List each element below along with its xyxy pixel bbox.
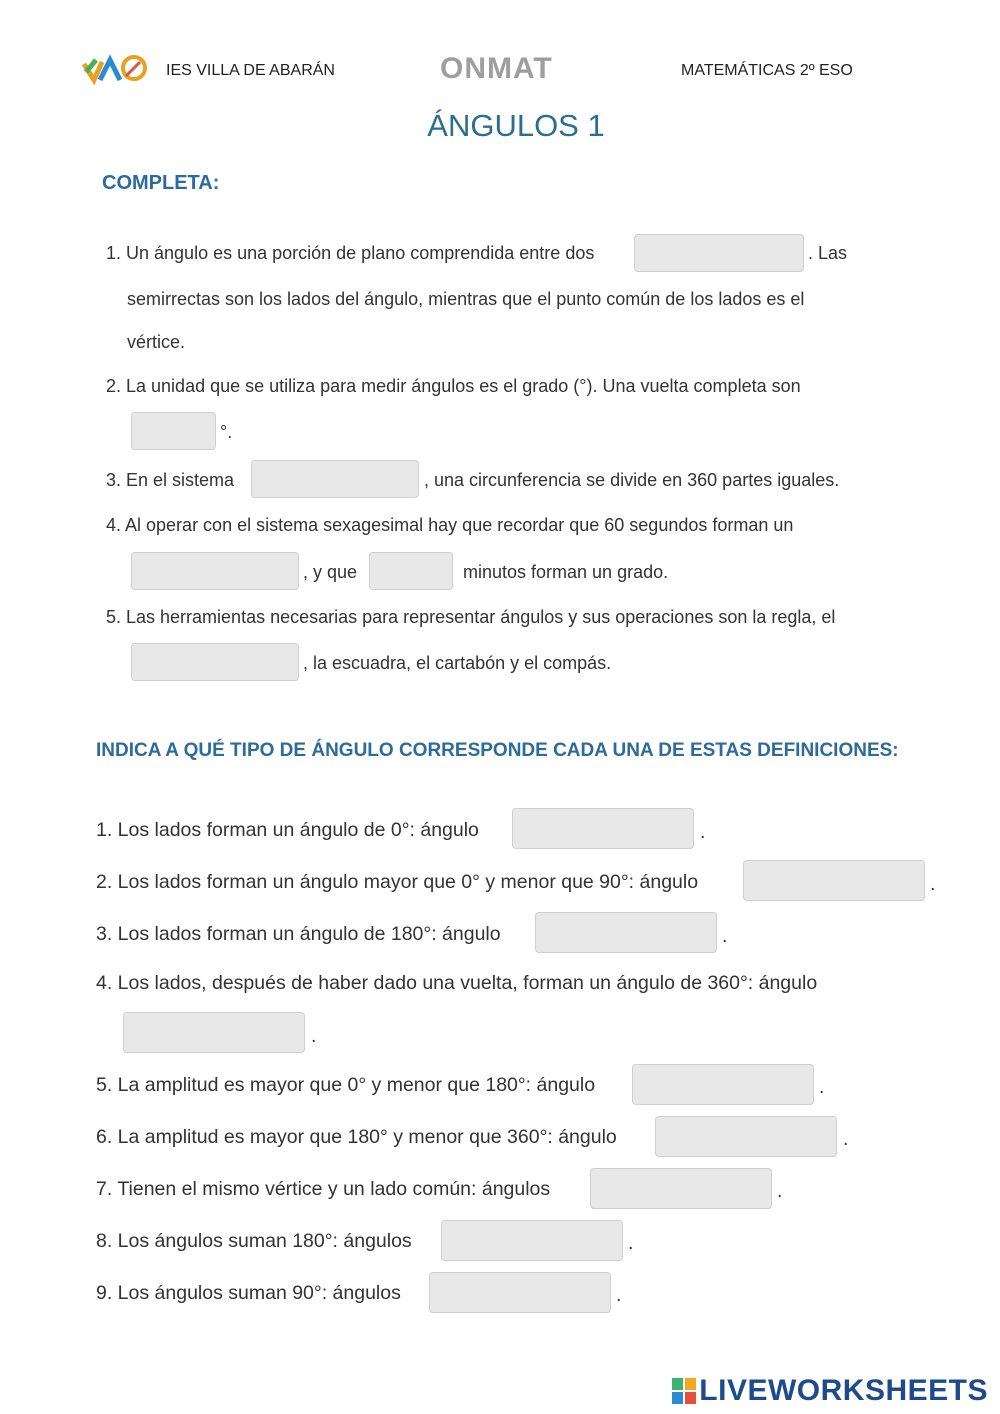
school-name: IES VILLA DE ABARÁN xyxy=(166,62,335,79)
page-title: ÁNGULOS 1 xyxy=(427,108,605,143)
def9-period: . xyxy=(616,1284,622,1306)
def7-period: . xyxy=(777,1180,783,1202)
q4-text-a: 4. Al operar con el sistema sexagesimal hay que recordar que 60 segundos forman un xyxy=(106,515,794,535)
subject-label: MATEMÁTICAS 2º ESO xyxy=(681,62,853,79)
def4-period: . xyxy=(311,1025,317,1047)
def1-text: 1. Los lados forman un ángulo de 0°: ángulo xyxy=(96,819,479,841)
answer-box-def6[interactable] xyxy=(655,1116,837,1157)
answer-box-q2[interactable] xyxy=(131,412,216,450)
onmat-logo xyxy=(440,52,553,86)
answer-box-q4b[interactable] xyxy=(369,552,453,590)
q1-text-b: . Las xyxy=(808,243,848,263)
q3-text-a: 3. En el sistema xyxy=(106,470,235,490)
def3-period: . xyxy=(722,925,728,947)
answer-box-def7[interactable] xyxy=(590,1168,772,1209)
def7-text: 7. Tienen el mismo vértice y un lado común: ángulos xyxy=(96,1178,551,1200)
answer-box-def3[interactable] xyxy=(535,912,717,953)
def5-text: 5. La amplitud es mayor que 0° y menor que 180°: ángulo xyxy=(96,1074,596,1096)
q4-text-c: minutos forman un grado. xyxy=(463,562,669,582)
school-logo xyxy=(80,50,150,90)
onmat-logo-text: ONMAT xyxy=(440,52,553,85)
answer-box-def2[interactable] xyxy=(743,860,925,901)
q4-text-b: , y que xyxy=(303,562,358,582)
def6-text: 6. La amplitud es mayor que 180° y menor que 360°: ángulo xyxy=(96,1126,617,1148)
answer-box-def9[interactable] xyxy=(429,1272,611,1313)
liveworksheets-logo xyxy=(672,1374,988,1408)
def8-period: . xyxy=(628,1232,634,1254)
q1-text-a: 1. Un ángulo es una porción de plano comprendida entre dos xyxy=(106,243,595,263)
def9-text: 9. Los ángulos suman 90°: ángulos xyxy=(96,1282,401,1304)
q5-text-b: , la escuadra, el cartabón y el compás. xyxy=(303,653,612,673)
answer-box-q4a[interactable] xyxy=(131,552,299,590)
def6-period: . xyxy=(843,1128,849,1150)
answer-box-q5[interactable] xyxy=(131,643,299,681)
q2-text-b: °. xyxy=(220,422,233,442)
answer-box-def5[interactable] xyxy=(632,1064,814,1105)
def2-period: . xyxy=(930,873,936,895)
def3-text: 3. Los lados forman un ángulo de 180°: ángulo xyxy=(96,923,501,945)
def5-period: . xyxy=(819,1076,825,1098)
q1-text-c: semirrectas son los lados del ángulo, mientras que el punto común de los lados es el xyxy=(127,289,805,309)
answer-box-q1[interactable] xyxy=(634,234,804,272)
def2-text: 2. Los lados forman un ángulo mayor que 0° y menor que 90°: ángulo xyxy=(96,871,699,893)
def8-text: 8. Los ángulos suman 180°: ángulos xyxy=(96,1230,412,1252)
liveworksheets-brand: LIVEWORKSHEETS xyxy=(699,1374,988,1407)
answer-box-def8[interactable] xyxy=(441,1220,623,1261)
q2-text-a: 2. La unidad que se utiliza para medir ángulos es el grado (°). Una vuelta completa son xyxy=(106,376,801,396)
section-heading-definiciones: INDICA A QUÉ TIPO DE ÁNGULO CORRESPONDE CADA UNA DE ESTAS DEFINICIONES: xyxy=(96,740,899,761)
q3-text-b: , una circunferencia se divide en 360 partes iguales. xyxy=(424,470,840,490)
def4-text: 4. Los lados, después de haber dado una vuelta, forman un ángulo de 360°: ángulo xyxy=(96,972,818,994)
q5-text-a: 5. Las herramientas necesarias para representar ángulos y sus operaciones son la regla, el xyxy=(106,607,836,627)
answer-box-def4[interactable] xyxy=(123,1012,305,1053)
def1-period: . xyxy=(700,821,706,843)
liveworksheets-icon xyxy=(672,1378,696,1404)
section-heading-completa: COMPLETA: xyxy=(102,172,220,194)
q1-text-d: vértice. xyxy=(127,332,186,352)
answer-box-q3[interactable] xyxy=(251,460,419,498)
answer-box-def1[interactable] xyxy=(512,808,694,849)
